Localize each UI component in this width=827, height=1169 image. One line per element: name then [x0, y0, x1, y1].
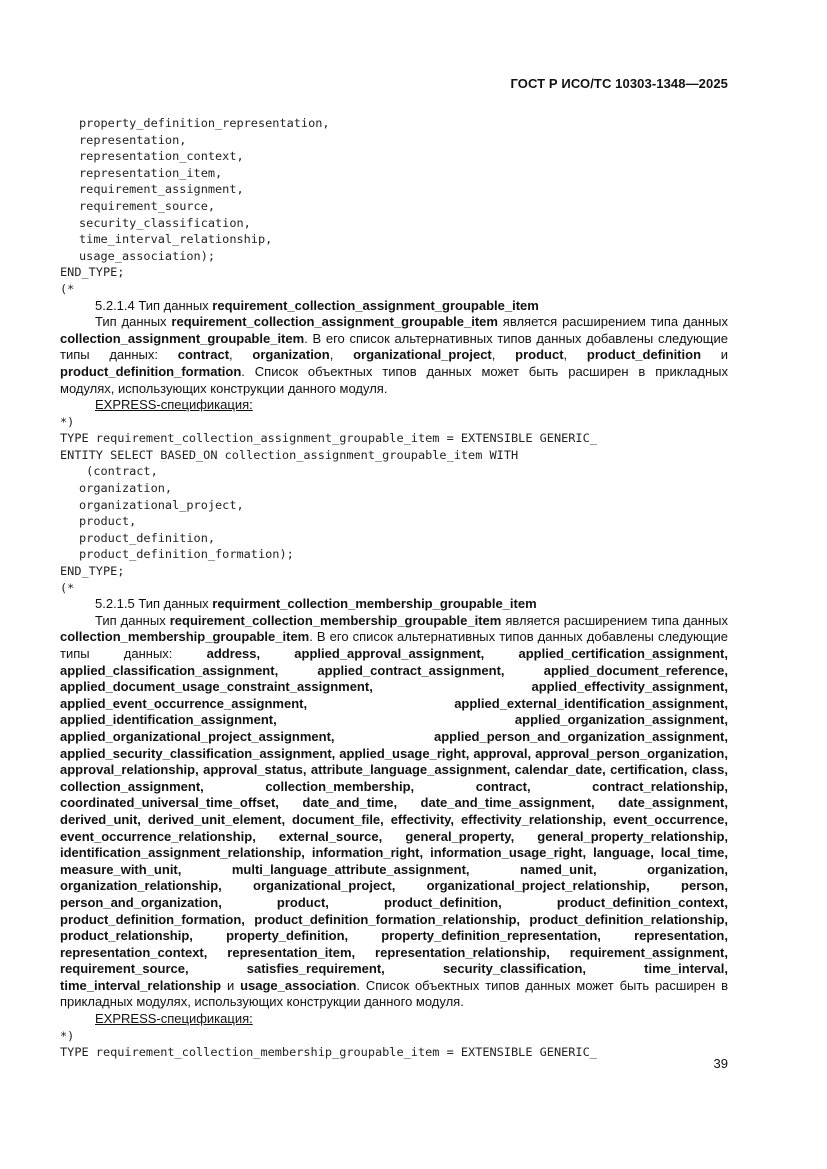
code-comment-close: *): [60, 414, 75, 429]
type-name: requirement_collection_membership_groupable_item: [169, 612, 502, 628]
code-line: requirement_source,: [79, 198, 216, 213]
code-comment-open: (*: [60, 580, 75, 595]
section-title-name: requirement_collection_assignment_groupable_item: [212, 297, 539, 313]
code-block-section-4: [60, 414, 728, 597]
paragraph-text: . В его список альтернативных типов данных добавлены следующие типы данных:: [60, 629, 728, 661]
type-name: product_definition: [586, 347, 702, 363]
code-line: property_definition_representation,: [79, 116, 330, 130]
code-line: product_definition,: [79, 530, 216, 545]
code-line: representation_item,: [79, 165, 223, 180]
paragraph-text: ,: [563, 347, 587, 363]
code-comment-close: *): [60, 1028, 75, 1043]
type-name: organizational_project: [353, 347, 492, 363]
type-name: organization: [252, 347, 330, 363]
paragraph-text: и: [701, 347, 729, 363]
code-line: requirement_assignment,: [79, 182, 244, 197]
document-header: ГОСТ Р ИСО/ТС 10303-1348—2025: [510, 76, 728, 91]
paragraph-text: . В его список альтернативных типов данных добавлены следующие типы данных:: [60, 330, 728, 363]
paragraph-text: ,: [229, 347, 253, 363]
paragraph-text: является расширением типа данных: [501, 612, 728, 628]
express-spec-label: EXPRESS-спецификация:: [95, 1011, 253, 1027]
section-5-2-1-4-paragraph: [60, 314, 728, 397]
paragraph-text: . Список объектных типов данных может быть расширен в прикладных модулях, использующих конструкции данного модуля.: [60, 977, 728, 1010]
code-line: product,: [79, 514, 137, 529]
type-name: product: [515, 347, 564, 363]
code-block-type-continuation: [60, 115, 728, 298]
code-line: representation,: [79, 132, 187, 147]
page-content: [60, 115, 728, 1061]
type-name: address, applied_approval_assignment, applied_certification_assignment, applied_classification_assignment, applied_contract_assignment, applied_document_reference, applied_document_usage_constraint_assignment, applied_effectivity_assignment, applied_event_occurrence_assignment, applied_external_identification_assignment, applied_identification_assignment, applied_organization_assignment, applied_organizational_project_assignment, applied_person_and_organization_assignment, applied_security_classification_assignment, applied_usage_right, approval, approval_person_organization, approval_relationship, approval_status, attribute_language_assignment, calendar_date, certification, class, collection_assignment, collection_membership, contract, contract_relationship, coordinated_universal_time_offset, date_and_time, date_and_time_assignment, date_assignment, derived_unit, derived_unit_element, document_file, effectivity, effectivity_relationship, event_occurrence, event_occurrence_relationship, external_source, general_property, general_property_relationship, identification_assignment_relationship, information_right, information_usage_right, language, local_time, measure_with_unit, multi_language_attribute_assignment, named_unit, organization, organization_relationship, organizational_project, organizational_project_relationship, person, person_and_organization, product, product_definition, product_definition_context, product_definition_formation, product_definition_formation_relationship, product_definition_relationship, product_relationship, property_definition, property_definition_representation, representation, representation_context, representation_item, representation_relationship, requirement_assignment, requirement_source, satisfies_requirement, security_classification, time_interval, time_interval_relationship: [60, 646, 728, 993]
paragraph-text: Тип данных: [95, 314, 172, 330]
section-title-name: requirment_collection_membership_groupable_item: [212, 596, 537, 612]
code-line-end-type: END_TYPE;: [60, 265, 125, 280]
type-name: collection_membership_groupable_item: [60, 629, 310, 645]
paragraph-text: и: [221, 977, 241, 993]
code-line: product_definition_formation);: [79, 547, 294, 562]
code-line: time_interval_relationship,: [79, 232, 273, 247]
section-5-2-1-5-paragraph: [60, 613, 728, 1011]
type-name: product_definition_formation: [60, 363, 242, 379]
paragraph-text: ,: [329, 347, 354, 363]
type-name: collection_assignment_groupable_item: [60, 330, 305, 346]
code-line-end-type: END_TYPE;: [60, 564, 125, 579]
code-line: representation_context,: [79, 149, 244, 164]
code-line: usage_association);: [79, 248, 216, 263]
code-comment-open: (*: [60, 281, 75, 296]
section-5-2-1-5-title: [60, 596, 728, 613]
type-name: requirement_collection_assignment_groupable_item: [171, 314, 498, 330]
section-title-prefix: 5.2.1.5 Тип данных: [95, 596, 213, 612]
page-number: 39: [713, 1056, 728, 1071]
paragraph-text: Тип данных: [95, 612, 170, 628]
section-5-2-1-4-title: [60, 298, 728, 315]
express-spec-label: EXPRESS-спецификация:: [95, 397, 253, 413]
code-type-line: TYPE requirement_collection_assignment_groupable_item = EXTENSIBLE GENERIC_: [60, 431, 597, 446]
code-line: organization,: [79, 481, 173, 496]
paragraph-text: ,: [491, 347, 516, 363]
code-type-line: TYPE requirement_collection_membership_groupable_item = EXTENSIBLE GENERIC_: [60, 1045, 597, 1060]
type-name: usage_association: [240, 977, 357, 993]
code-block-section-5: [60, 1028, 728, 1061]
type-name: contract: [177, 347, 230, 363]
section-title-prefix: 5.2.1.4 Тип данных: [95, 297, 213, 313]
code-line: (contract,: [79, 464, 158, 479]
paragraph-text: является расширением типа данных: [497, 314, 728, 330]
code-line: organizational_project,: [79, 497, 244, 512]
paragraph-text: . Список объектных типов данных может быть расширен в прикладных модулях, использующих конструкции данного модуля.: [60, 363, 728, 396]
code-type-line: ENTITY SELECT BASED_ON collection_assignment_groupable_item WITH: [60, 447, 519, 462]
code-line: security_classification,: [79, 215, 251, 230]
